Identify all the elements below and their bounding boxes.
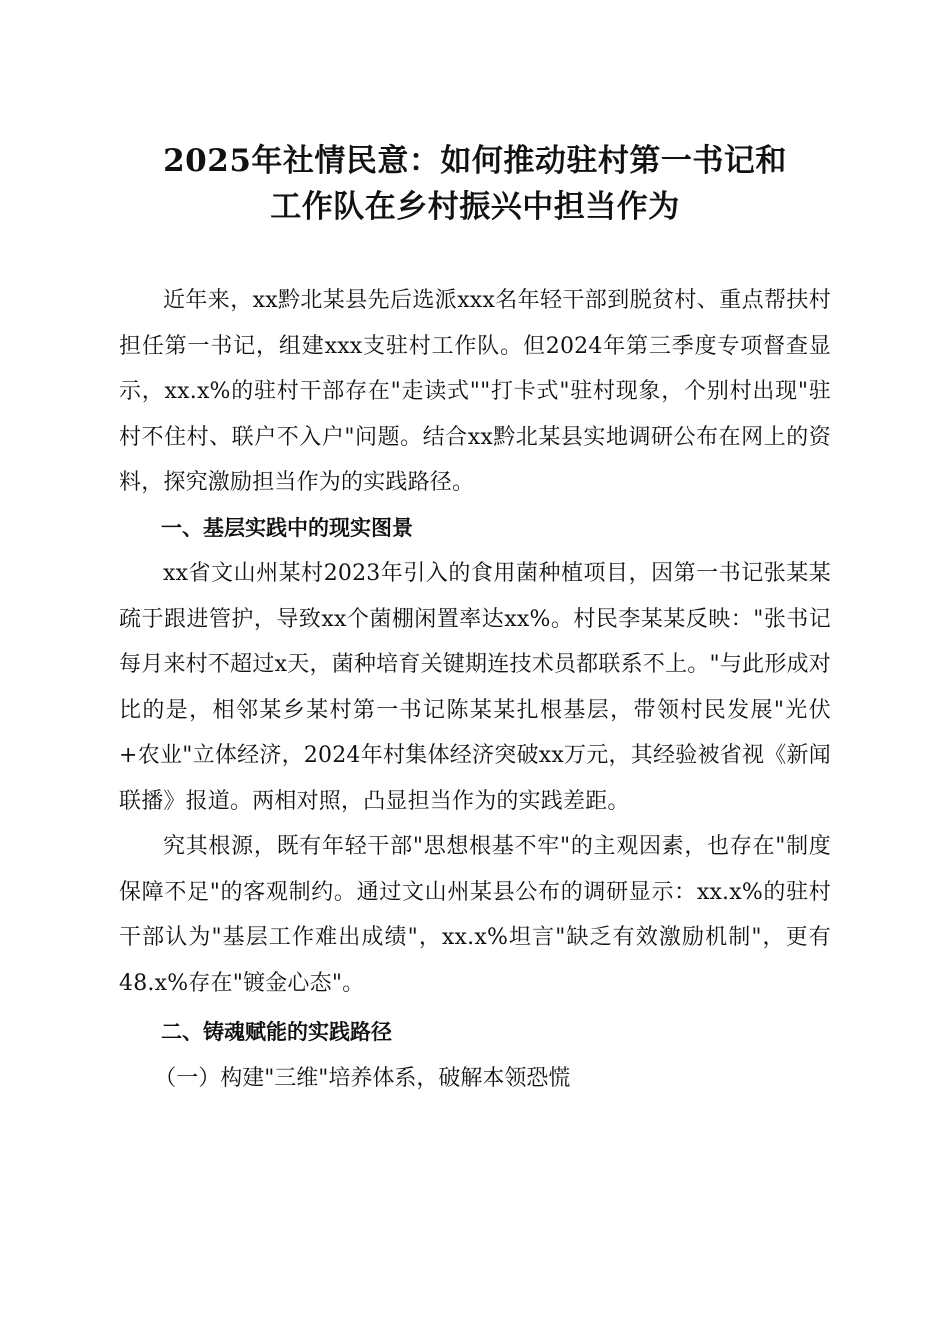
case-paragraph: xx省文山州某村2023年引入的食用菌种植项目，因第一书记张某某疏于跟进管护，导致xx个菌棚闲置率达xx%。村民李某某反映："张书记每月来村不超过x天，菌种培育关键期连技术员都联系不上。"与此形成对比的是，相邻某乡某村第一书记陈某某扎根基层，带领村民发展"光伏+农业"立体经济，2024年村集体经济突破xx万元，其经验被省视《新闻联播》报道。两相对照，凸显担当作为的实践差距。 — [119, 561, 831, 814]
subsection-heading-1: （一）构建"三维"培养体系，破解本领恐慌 — [154, 1065, 571, 1091]
title-line-1: 2025年社情民意：如何推动驻村第一书记和 — [163, 143, 787, 179]
intro-paragraph: 近年来，xx黔北某县先后选派xxx名年轻干部到脱贫村、重点帮扶村担任第一书记，组建xxx支驻村工作队。但2024年第三季度专项督查显示，xx.x%的驻村干部存在"走读式""打卡式"驻村现象，个别村出现"驻村不住村、联户不入户"问题。结合xx黔北某县实地调研公布在网上的资料，探究激励担当作为的实践路径。 — [119, 288, 831, 495]
section-heading-1: 一、基层实践中的现实图景 — [161, 515, 413, 540]
cause-paragraph: 究其根源，既有年轻干部"思想根基不牢"的主观因素，也存在"制度保障不足"的客观制约。通过文山州某县公布的调研显示：xx.x%的驻村干部认为"基层工作难出成绩"，xx.x%坦言"缺乏有效激励机制"，更有48.x%存在"镀金心态"。 — [119, 834, 831, 996]
title-line-2: 工作队在乡村振兴中担当作为 — [270, 189, 680, 225]
document-body — [119, 278, 831, 1101]
document-title — [110, 138, 840, 230]
section-heading-2: 二、铸魂赋能的实践路径 — [161, 1020, 392, 1044]
